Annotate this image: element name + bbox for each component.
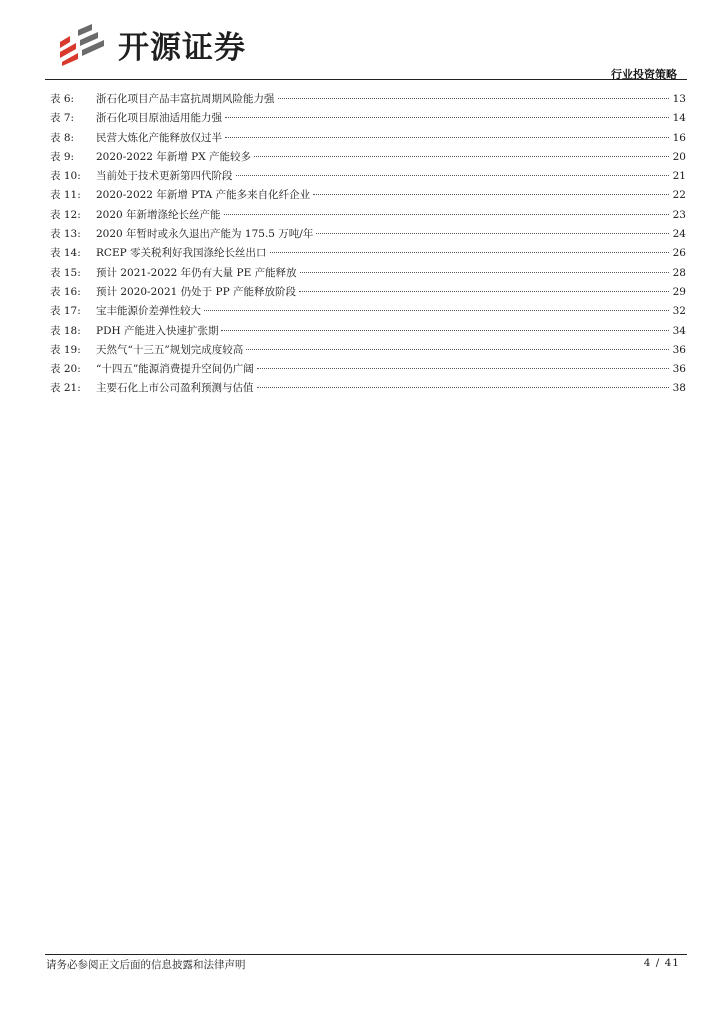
toc-entry[interactable] (50, 244, 686, 263)
toc-entry-page: 24 (672, 228, 686, 241)
toc-entry-page: 21 (672, 170, 686, 183)
toc-entry-label: 表 15: (50, 266, 81, 279)
toc-entry[interactable] (50, 186, 686, 205)
toc-leader-dots (204, 310, 669, 311)
toc-entry[interactable] (50, 109, 686, 128)
toc-entry-label: 表 20: (50, 363, 81, 376)
toc-leader-dots (254, 156, 669, 157)
toc-entry[interactable] (50, 225, 686, 244)
toc-entry[interactable] (50, 322, 686, 341)
toc-entry-title: 浙石化项目产品丰富抗周期风险能力强 (96, 93, 275, 105)
toc-entry[interactable] (50, 90, 686, 109)
toc-entry-page: 36 (672, 343, 686, 356)
toc-entry-page: 26 (672, 247, 686, 260)
table-of-tables (50, 90, 686, 399)
toc-entry[interactable] (50, 167, 686, 186)
toc-entry-page: 20 (672, 150, 686, 163)
toc-leader-dots (299, 291, 669, 292)
toc-entry-page: 23 (672, 208, 686, 221)
toc-entry-label: 表 17: (50, 305, 81, 318)
toc-entry-page: 28 (672, 266, 686, 279)
toc-entry-label: 表 16: (50, 285, 81, 298)
toc-leader-dots (278, 98, 670, 99)
toc-leader-dots (246, 349, 669, 350)
toc-entry-title: 天然气“十三五”规划完成度较高 (96, 343, 244, 356)
toc-entry-title: 2020-2022 年新增 PX 产能较多 (96, 150, 252, 163)
footer-disclaimer: 请务必参阅正文后面的信息披露和法律声明 (46, 959, 246, 971)
toc-leader-dots (257, 368, 669, 369)
toc-entry-label: 表 13: (50, 228, 81, 241)
toc-entry-title: 2020 年暂时或永久退出产能为 175.5 万吨/年 (96, 228, 314, 241)
toc-entry-label: 表 11: (50, 189, 81, 202)
toc-entry-title: 当前处于技术更新第四代阶段 (96, 170, 233, 183)
toc-leader-dots (313, 194, 669, 195)
report-type-label: 行业投资策略 (611, 68, 677, 81)
toc-entry-page: 22 (672, 189, 686, 202)
page-number: 4 / 41 (643, 957, 680, 969)
toc-entry[interactable] (50, 206, 686, 225)
toc-entry-page: 38 (672, 382, 686, 395)
toc-entry-title: 民营大炼化产能释放仅过半 (96, 131, 222, 144)
toc-entry-page: 13 (672, 93, 686, 105)
toc-entry-label: 表 14: (50, 247, 81, 260)
toc-leader-dots (236, 175, 670, 176)
toc-entry-title: 主要石化上市公司盈利预测与估值 (96, 382, 254, 395)
toc-leader-dots (257, 387, 670, 388)
toc-entry-page: 16 (672, 131, 686, 144)
toc-leader-dots (225, 137, 669, 138)
toc-leader-dots (300, 272, 669, 273)
toc-entry-page: 34 (672, 324, 686, 337)
toc-entry[interactable] (50, 302, 686, 321)
toc-entry-title: 预计 2020-2021 仍处于 PP 产能释放阶段 (96, 285, 296, 298)
toc-entry-label: 表 12: (50, 208, 81, 221)
toc-entry[interactable] (50, 283, 686, 302)
brand-name: 开源证券 (118, 29, 246, 66)
toc-entry-title: 2020-2022 年新增 PTA 产能多来自化纤企业 (96, 189, 311, 202)
toc-entry-label: 表 9: (50, 150, 75, 163)
toc-entry-page: 14 (672, 112, 686, 125)
toc-entry-label: 表 6: (50, 93, 75, 105)
toc-leader-dots (221, 330, 669, 331)
toc-entry[interactable] (50, 379, 686, 398)
toc-entry-label: 表 21: (50, 382, 81, 395)
toc-entry[interactable] (50, 148, 686, 167)
toc-entry-label: 表 7: (50, 112, 75, 125)
header-divider (45, 79, 687, 80)
toc-entry-title: RCEP 零关税利好我国涤纶长丝出口 (96, 247, 267, 260)
toc-entry[interactable] (50, 129, 686, 148)
brand-logo (58, 22, 246, 66)
toc-entry-title: “十四五”能源消费提升空间仍广阔 (96, 363, 254, 376)
toc-entry-label: 表 18: (50, 324, 81, 337)
toc-entry[interactable] (50, 341, 686, 360)
toc-entry-title: 宝丰能源价差弹性较大 (96, 305, 201, 318)
toc-leader-dots (224, 214, 669, 215)
toc-entry-label: 表 10: (50, 170, 81, 183)
toc-leader-dots (225, 117, 669, 118)
toc-entry-title: 浙石化项目原油适用能力强 (96, 112, 222, 125)
toc-leader-dots (316, 233, 669, 234)
footer-divider (45, 954, 687, 955)
toc-entry-title: 2020 年新增涤纶长丝产能 (96, 208, 221, 221)
toc-entry[interactable] (50, 360, 686, 379)
toc-entry[interactable] (50, 264, 686, 283)
toc-entry-title: 预计 2021-2022 年仍有大量 PE 产能释放 (96, 266, 297, 279)
toc-entry-page: 29 (672, 285, 686, 298)
toc-entry-label: 表 19: (50, 343, 81, 356)
kaiyuan-logo-icon (58, 22, 108, 66)
toc-entry-label: 表 8: (50, 131, 75, 144)
toc-leader-dots (270, 252, 669, 253)
toc-entry-page: 36 (672, 363, 686, 376)
toc-entry-page: 32 (672, 305, 686, 318)
toc-entry-title: PDH 产能进入快速扩张期 (96, 324, 219, 337)
